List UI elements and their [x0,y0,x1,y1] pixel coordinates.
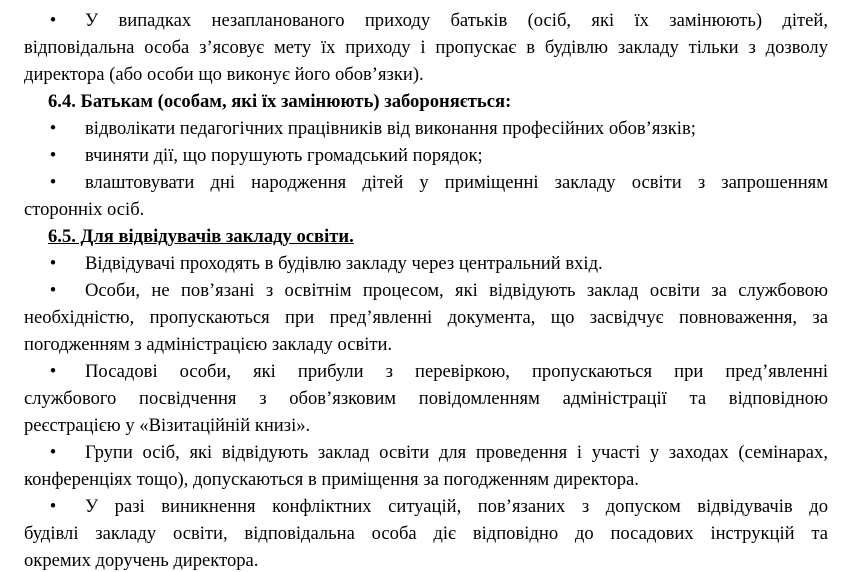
paragraph-line: службового посвідчення з обов’язковим повідомленням адміністрації та відповідною [24,388,828,409]
bullet-marker: • [49,253,57,274]
list-item: відволікати педагогічних працівників від виконання професійних обов’язків; [85,118,696,139]
bullet-marker: • [49,361,57,382]
paragraph-line: конференціях тощо), допускаються в приміщення за погодженням директора. [24,469,639,490]
bullet-marker: • [49,118,57,139]
paragraph-line: директора (або особи що виконує його обов’язки). [24,64,424,85]
paragraph-line: відповідальна особа з’ясовує мету їх приходу і пропускає в будівлю закладу тільки з дозволу [24,37,828,58]
bullet-marker: • [49,442,57,463]
paragraph-line: окремих доручень директора. [24,550,259,571]
paragraph-line: погодженням з адміністрацією закладу освіти. [24,334,393,355]
list-item: Відвідувачі проходять в будівлю закладу через центральний вхід. [85,253,603,274]
list-item: Посадові особи, які прибули з перевіркою, пропускаються при пред’явленні [85,361,828,382]
section-heading-6-4: 6.4. Батькам (особам, які їх замінюють) забороняється: [48,91,512,112]
bullet-marker: • [49,10,57,31]
bullet-marker: • [49,172,57,193]
list-item: вчиняти дії, що порушують громадський порядок; [85,145,483,166]
bullet-marker: • [49,145,57,166]
paragraph-line: будівлі закладу освіти, відповідальна особа діє відповідно до посадових інструкцій та [24,523,828,544]
list-item: влаштовувати дні народження дітей у приміщенні закладу освіти з запрошенням [85,172,828,193]
paragraph-line: реєстрацією у «Візитаційній книзі». [24,415,311,436]
paragraph-line: необхідністю, пропускаються при пред’явленні документа, що засвідчує повноваження, за [24,307,828,328]
bullet-marker: • [49,496,57,517]
section-heading-6-5: 6.5. Для відвідувачів закладу освіти. [48,226,354,247]
paragraph-line: У випадках незапланованого приходу батьків (осіб, які їх замінюють) дітей, [85,10,828,31]
list-item: Групи осіб, які відвідують заклад освіти для проведення і участі у заходах (семінарах, [85,442,828,463]
paragraph-line: сторонніх осіб. [24,199,145,220]
list-item: Особи, не пов’язані з освітнім процесом, які відвідують заклад освіти за службовою [85,280,828,301]
list-item: У разі виникнення конфліктних ситуацій, пов’язаних з допуском відвідувачів до [85,496,828,517]
bullet-marker: • [49,280,57,301]
